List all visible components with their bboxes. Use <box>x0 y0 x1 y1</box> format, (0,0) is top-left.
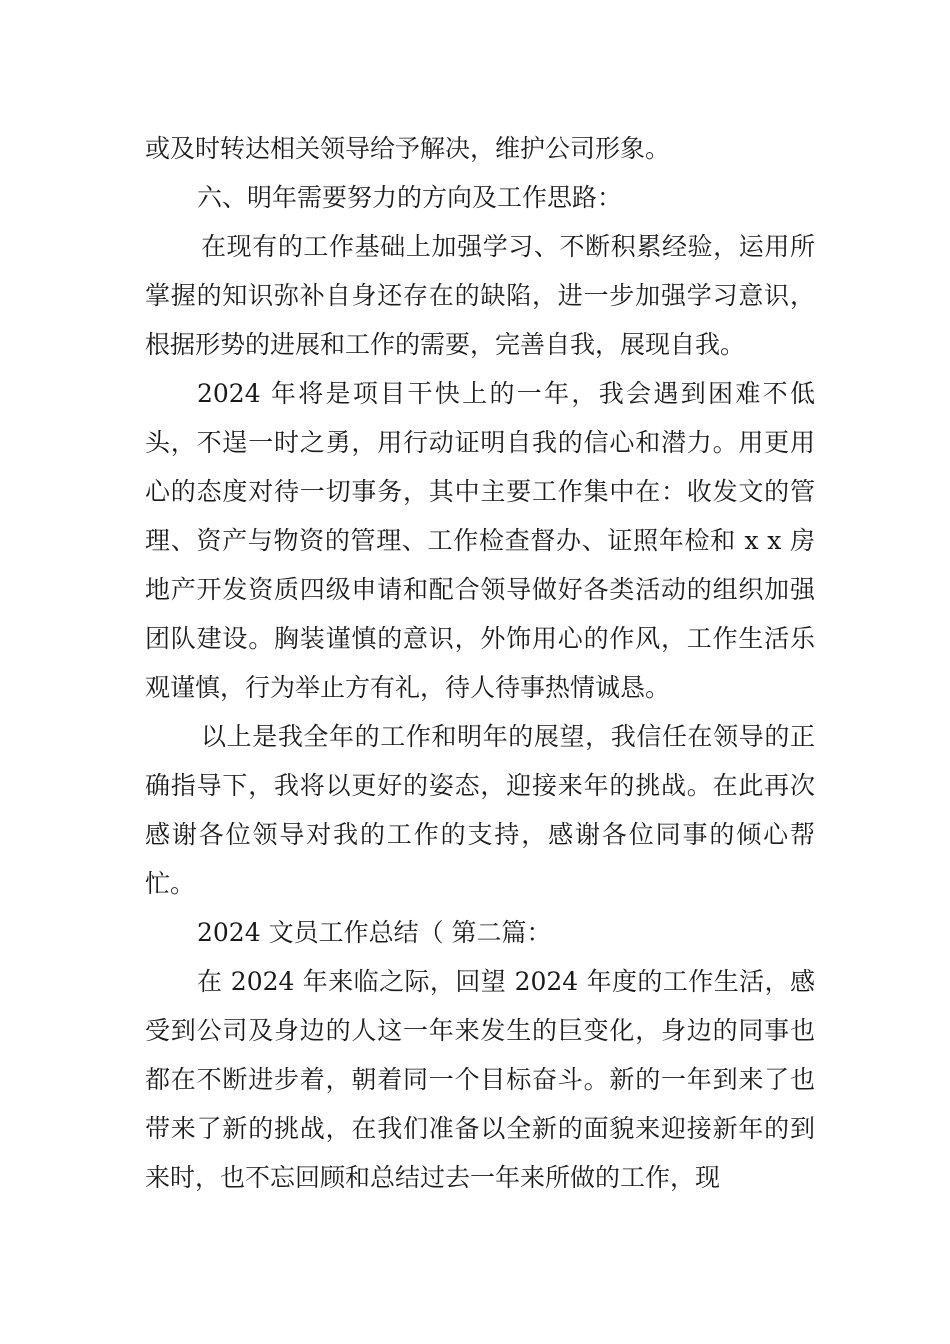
paragraph-plan-2024: 2024 年将是项目干快上的一年，我会遇到困难不低头，不逞一时之勇，用行动证明自我的信心和潜力。用更用心的态度对待一切事务，其中主要工作集中在：收发文的管理、资产与物资的管理、工作检查督办、证照年检和 x x 房地产开发资质四级申请和配合领导做好各类活动的组织加强团队建设。胸装谨慎的意识，外饰用心的作风，工作生活乐观谨慎，行为举止方有礼，待人待事热情诚恳。 <box>145 379 815 702</box>
document-body <box>145 124 815 1202</box>
section-heading-six: 六、明年需要努力的方向及工作思路： <box>197 183 623 212</box>
paragraph-review: 在 2024 年来临之际，回望 2024 年度的工作生活，感受到公司及身边的人这一年来发生的巨变化，身边的同事也都在不断进步着，朝着同一个目标奋斗。新的一年到来了也带来了新的挑战，在我们准备以全新的面貌来迎接新年的到来时，也不忘回顾和总结过去一年来所做的工作，现 <box>145 967 815 1192</box>
paragraph-continuation: 或及时转达相关领导给予解决，维护公司形象。 <box>145 134 671 163</box>
paragraph-learning: 在现有的工作基础上加强学习、不断积累经验，运用所掌握的知识弥补自身还存在的缺陷，进一步加强学习意识，根据形势的进展和工作的需要，完善自我，展现自我。 <box>145 232 815 359</box>
paragraph-closing: 以上是我全年的工作和明年的展望，我信任在领导的正确指导下，我将以更好的姿态，迎接来年的挑战。在此再次感谢各位领导对我的工作的支持，感谢各位同事的倾心帮忙。 <box>145 722 815 898</box>
section-heading-second-part: 2024 文员工作总结（ 第二篇： <box>197 918 552 947</box>
